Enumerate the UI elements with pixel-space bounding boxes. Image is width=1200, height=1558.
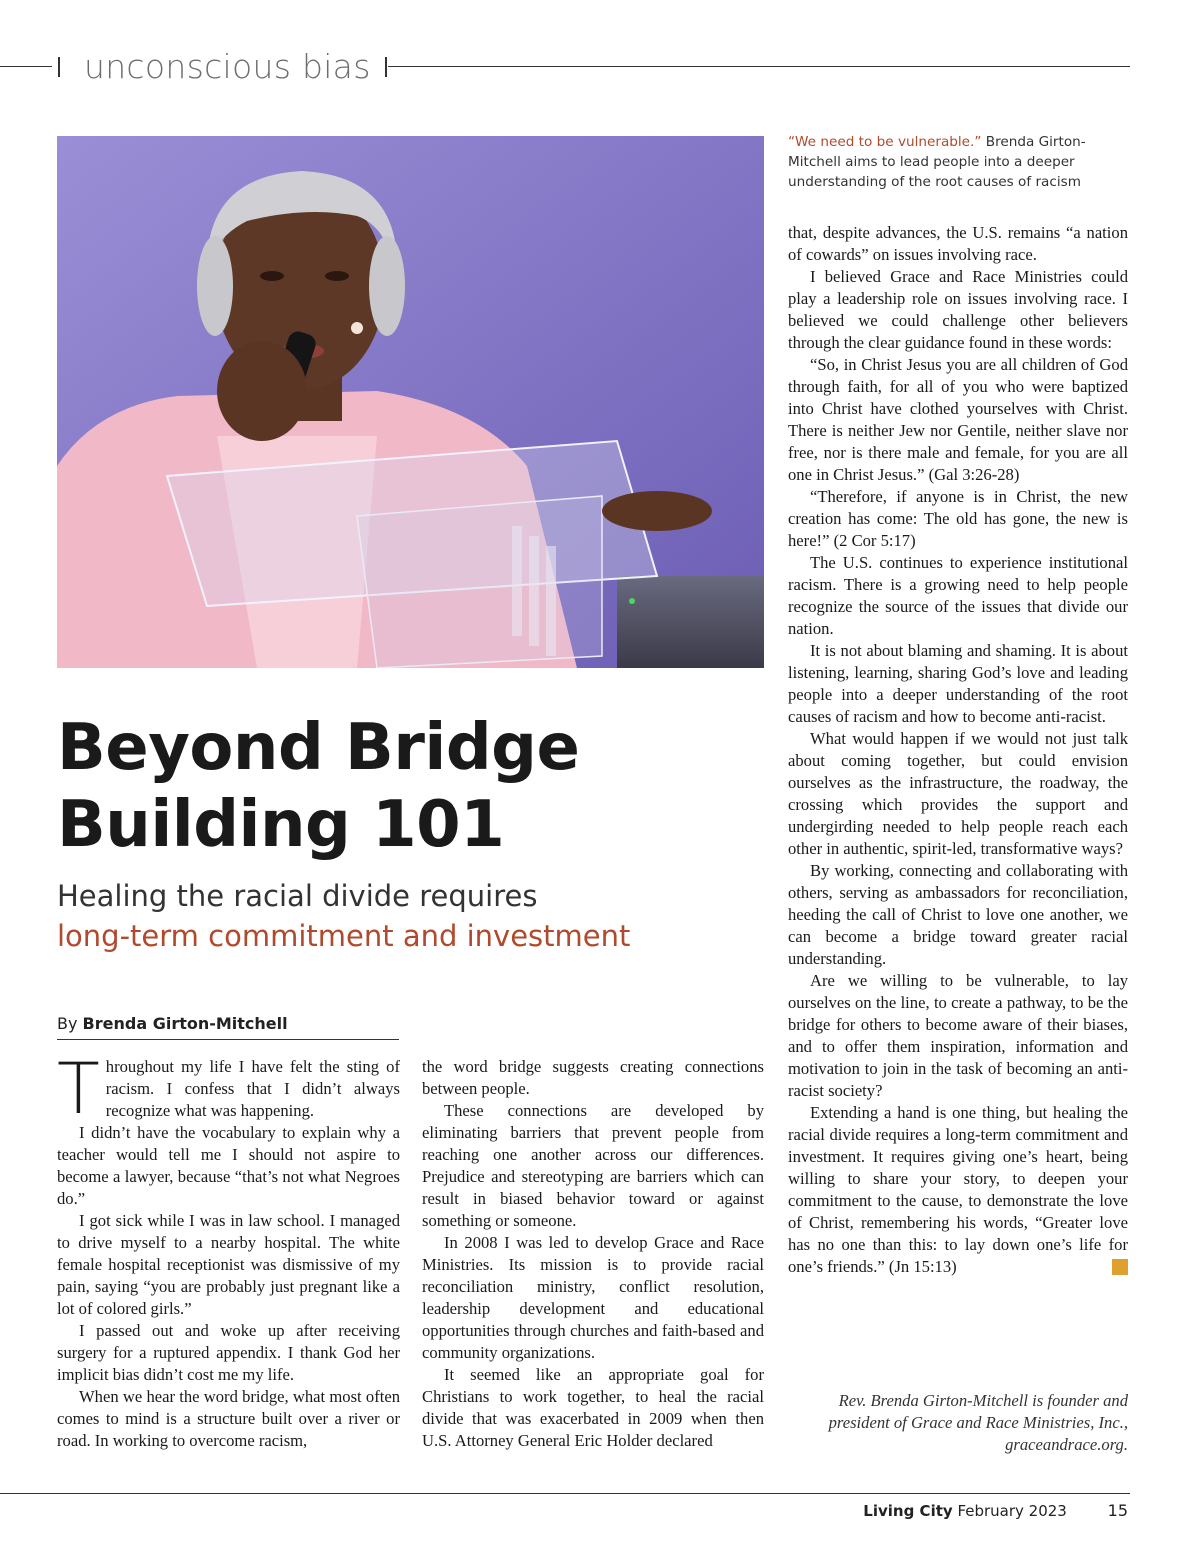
paragraph: What would happen if we would not just talk about coming together, but could envision ourselves as the infrastructure, the roadway, the crossing which provides the support and undergirding needed to help people reach each other in authentic, spirit-led, transformative ways?: [788, 729, 1128, 858]
issue-date: February 2023: [957, 1502, 1067, 1520]
paragraph: These connections are developed by eliminating barriers that prevent people from reaching one another across our differences. Prejudice and stereotyping are barriers which can result in biased behavior toward or against something or someone.: [422, 1101, 764, 1230]
paragraph: the word bridge suggests creating connections between people.: [422, 1057, 764, 1098]
paragraph: It is not about blaming and shaming. It is about listening, learning, sharing God’s love and leading people into a deeper understanding of the root causes of racism and how to become anti-racist.: [788, 641, 1128, 726]
body-column-2: [422, 1056, 764, 1452]
header-rule-left: [0, 66, 52, 67]
paragraph: In 2008 I was led to develop Grace and Race Ministries. Its mission is to provide racial reconciliation ministry, conflict resolution, leadership development and educational opportunities through churches and faith-based and community organizations.: [422, 1233, 764, 1362]
article-title: [57, 710, 757, 864]
article-photo: [57, 136, 764, 668]
author-name: Brenda Girton-Mitchell: [82, 1014, 288, 1033]
section-header: [0, 46, 1130, 88]
speaker-photo: [57, 136, 764, 668]
header-tick-right: [385, 57, 387, 77]
header-rule-right: [388, 66, 1130, 67]
paragraph: By working, connecting and collaborating with others, serving as ambassadors for reconciliation, heeding the call of Christ to love one another, we can become a bridge toward greater racial understanding.: [788, 861, 1128, 968]
article-subtitle: [57, 876, 757, 956]
body-column-1: [57, 1048, 400, 1452]
author-bio: Rev. Brenda Girton-Mitchell is founder and president of Grace and Race Ministries, Inc., graceandrace.org.: [828, 1391, 1128, 1454]
paragraph-text: Extending a hand is one thing, but healing the racial divide requires a long-term commitment and investment. It requires giving one’s heart, being willing to share your story, to deepen your commitment to the cause, to demonstrate the love of Christ, remembering his words, “Greater love has no one than this: to lay down one’s life for one’s friends.” (Jn 15:13): [788, 1103, 1128, 1276]
caption-text: Brenda Girton-Mitchell aims to lead people into a deeper understanding of the root causes of racism: [788, 134, 1086, 190]
paragraph: I got sick while I was in law school. I managed to drive myself to a nearby hospital. The white female hospital receptionist was dismissive of my pain, saying “you are probably just pregnant like a lot of colored girls.”: [57, 1211, 400, 1318]
byline: [57, 1014, 399, 1040]
paragraph: Are we willing to be vulnerable, to lay ourselves on the line, to create a pathway, to be the bridge for others to become aware of their biases, and to offer them inspiration, information and motivation to join in the task of becoming an anti-racist society?: [788, 971, 1128, 1100]
section-label: unconscious bias: [84, 47, 371, 86]
subtitle-accent: long-term commitment and investment: [57, 919, 631, 953]
paragraph: I passed out and woke up after receiving surgery for a ruptured appendix. I thank God her implicit bias didn’t cost me my life.: [57, 1321, 400, 1384]
end-mark-icon: LC: [1112, 1259, 1128, 1275]
drop-cap: T: [57, 1048, 100, 1130]
body-column-3: [788, 222, 1150, 1278]
caption-lead: “We need to be vulnerable.”: [788, 134, 982, 150]
paragraph-text: hroughout my life I have felt the sting of racism. I confess that I didn’t always recognize what was happening.: [105, 1057, 400, 1120]
paragraph: “So, in Christ Jesus you are all children of God through faith, for all of you who were baptized into Christ have clothed yourselves with Christ. There is neither Jew nor Gentile, neither slave nor free, nor is there male and female, for you are all one in Christ Jesus.” (Gal 3:26-28): [788, 355, 1128, 484]
paragraph: It seemed like an appropriate goal for Christians to work together, to heal the racial divide that was exacerbated in 2009 when then U.S. Attorney General Eric Holder declared: [422, 1365, 764, 1450]
paragraph: I believed Grace and Race Ministries could play a leadership role on issues involving race. I believed we could challenge other believers through the clear guidance found in these words:: [788, 267, 1128, 352]
magazine-name: Living City: [863, 1502, 953, 1520]
paragraph: that, despite advances, the U.S. remains “a nation of cowards” on issues involving race.: [788, 223, 1128, 264]
title-line-1: Beyond Bridge: [57, 711, 580, 785]
page-number: 15: [1107, 1501, 1128, 1520]
subtitle-text: Healing the racial divide requires: [57, 879, 538, 913]
title-line-2: Building 101: [57, 788, 505, 862]
paragraph: When we hear the word bridge, what most often comes to mind is a structure built over a river or road. In working to overcome racism,: [57, 1387, 400, 1450]
paragraph: [788, 1102, 1150, 1278]
byline-prefix: By: [57, 1014, 78, 1033]
photo-caption: [788, 132, 1128, 192]
page-footer: [863, 1500, 1128, 1522]
paragraph: I didn’t have the vocabulary to explain why a teacher would tell me I should not aspire to become a lawyer, because “that’s not what Negroes do.”: [57, 1123, 400, 1208]
header-tick-left: [58, 57, 60, 77]
footer-rule: [0, 1493, 1130, 1494]
paragraph: [57, 1048, 400, 1130]
paragraph: “Therefore, if anyone is in Christ, the new creation has come: The old has gone, the new is here!” (2 Cor 5:17): [788, 487, 1128, 550]
paragraph: The U.S. continues to experience institutional racism. There is a growing need to help people recognize the source of the issues that divide our nation.: [788, 553, 1128, 638]
